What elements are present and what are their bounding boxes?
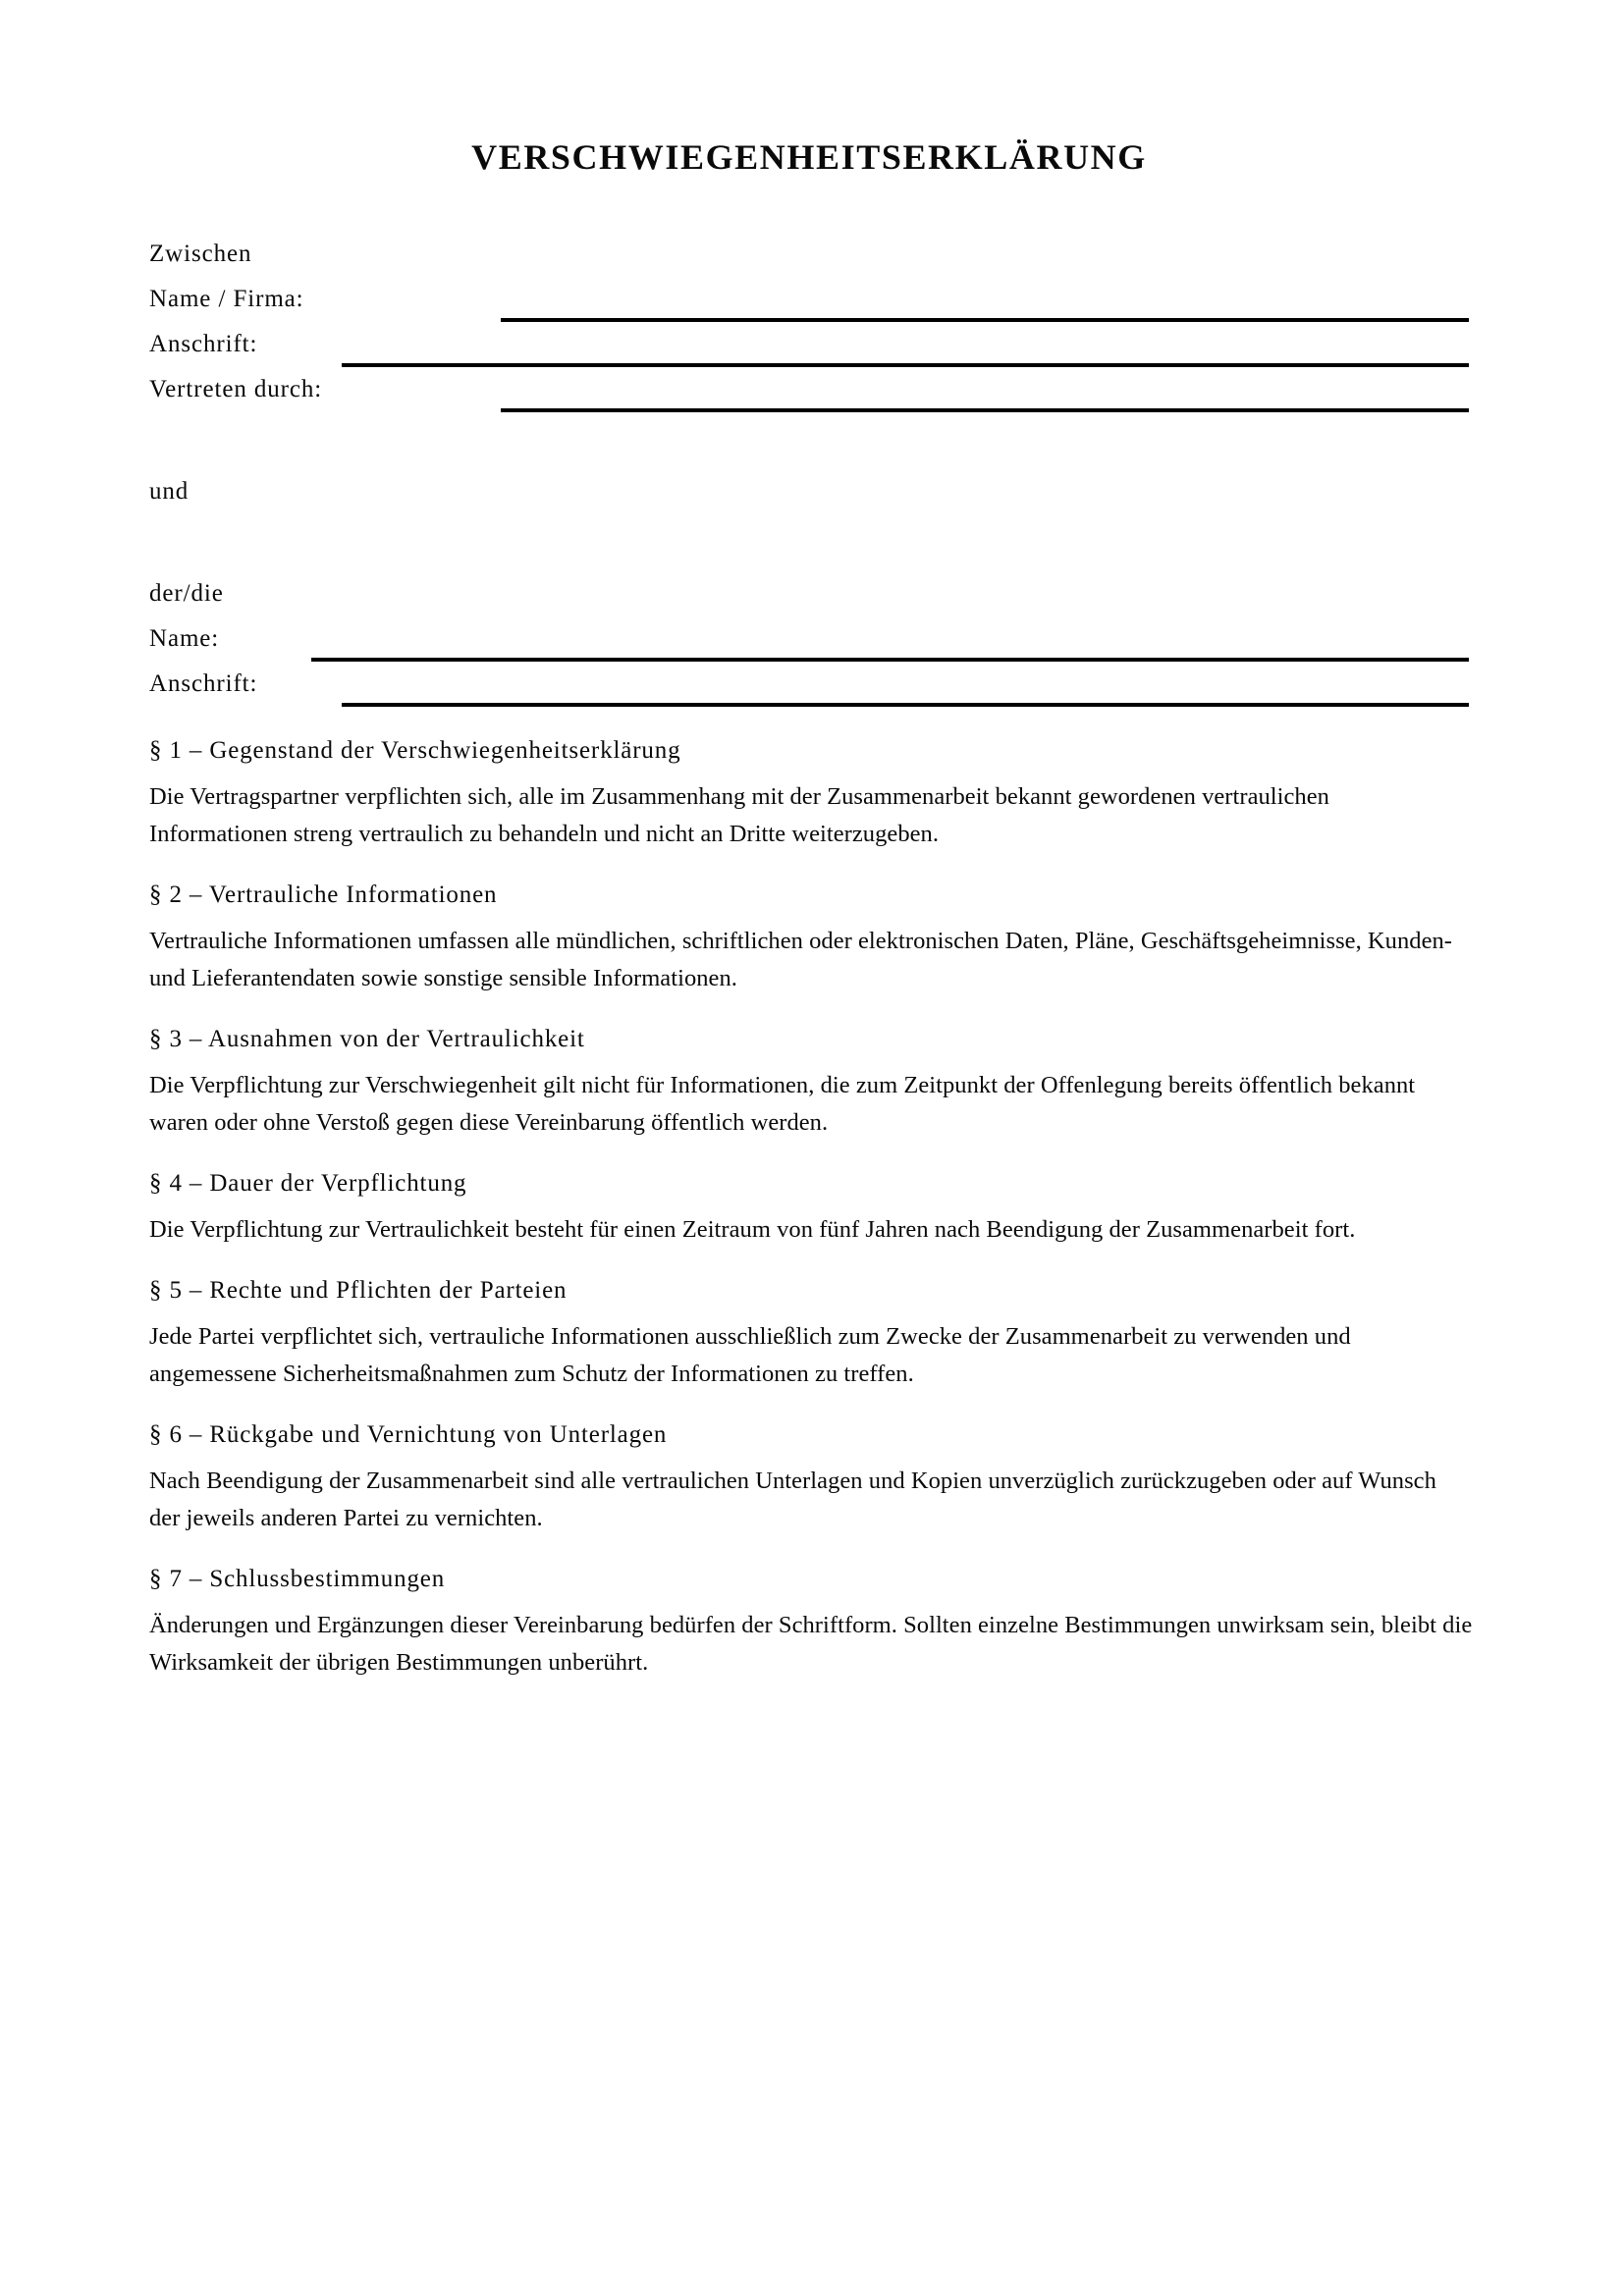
clause-body: Die Verpflichtung zur Vertraulichkeit besteht für einen Zeitraum von fünf Jahren nach Beendigung der Zusammenarbeit fort. (149, 1216, 1356, 1243)
input-line-vertreten-durch[interactable] (501, 408, 1469, 412)
clause-body: Vertrauliche Informationen umfassen alle mündlichen, schriftlichen oder elektronischen Daten, Pläne, Geschäftsgeheimnisse, Kunden- und Lieferantendaten sowie sonstige sensible Informationen. (149, 928, 1453, 991)
clause-section (149, 1023, 1473, 1142)
page-title: VERSCHWIEGENHEITSERKLÄRUNG (471, 137, 1147, 178)
clause-heading: § 1 – Gegenstand der Verschwiegenheitserklärung (149, 737, 681, 764)
label-name-firma: Name / Firma: (149, 286, 304, 312)
field-row-anschrift-two (149, 667, 1469, 713)
parties-form (149, 238, 1469, 713)
clause-heading: § 5 – Rechte und Pflichten der Parteien (149, 1277, 568, 1304)
party-one-intro-label: Zwischen (149, 240, 252, 267)
input-line-anschrift-one[interactable] (342, 363, 1469, 367)
clause-body: Änderungen und Ergänzungen dieser Vereinbarung bedürfen der Schriftform. Sollten einzelne Bestimmungen unwirksam sein, bleibt die Wirksamkeit der übrigen Bestimmungen unberührt. (149, 1612, 1473, 1676)
clause-section (149, 879, 1473, 997)
clause-heading: § 6 – Rückgabe und Vernichtung von Unterlagen (149, 1421, 668, 1448)
conjunction-label: und (149, 478, 189, 505)
party-one-intro-row (149, 238, 1469, 283)
field-row-name-two (149, 622, 1469, 667)
input-line-anschrift-two[interactable] (342, 703, 1469, 707)
field-row-vertreten-durch (149, 373, 1469, 418)
label-name-two: Name: (149, 625, 220, 652)
clause-body: Nach Beendigung der Zusammenarbeit sind alle vertraulichen Unterlagen und Kopien unverzüglich zurückzugeben oder auf Wunsch der jeweils anderen Partei zu vernichten. (149, 1468, 1436, 1531)
clause-section (149, 1563, 1473, 1682)
field-row-name-firma (149, 283, 1469, 328)
form-spacer-upper (149, 418, 1469, 475)
clause-body: Die Verpflichtung zur Verschwiegenheit gilt nicht für Informationen, die zum Zeitpunkt der Offenlegung bereits öffentlich bekannt waren oder ohne Verstoß gegen diese Vereinbarung öffentlich werden. (149, 1072, 1416, 1136)
party-two-intro-row (149, 577, 1469, 622)
form-spacer-lower (149, 520, 1469, 577)
input-line-name-firma[interactable] (501, 318, 1469, 322)
clause-heading: § 3 – Ausnahmen von der Vertraulichkeit (149, 1026, 585, 1052)
label-vertreten-durch: Vertreten durch: (149, 376, 323, 402)
clause-body: Die Vertragspartner verpflichten sich, alle im Zusammenhang mit der Zusammenarbeit bekannt gewordenen vertraulichen Informationen streng vertraulich zu behandeln und nicht an Dritte weiterzugeben. (149, 783, 1329, 847)
label-anschrift-one: Anschrift: (149, 331, 258, 357)
clause-section (149, 734, 1473, 853)
clause-heading: § 2 – Vertrauliche Informationen (149, 881, 498, 908)
clause-body: Jede Partei verpflichtet sich, vertrauliche Informationen ausschließlich zum Zwecke der Zusammenarbeit zu verwenden und angemessene Sicherheitsmaßnahmen zum Schutz der Informationen zu treffen. (149, 1323, 1351, 1387)
conjunction-row (149, 475, 1469, 520)
clause-heading: § 4 – Dauer der Verpflichtung (149, 1170, 467, 1197)
clause-section (149, 1274, 1473, 1393)
clause-section (149, 1167, 1473, 1249)
field-row-anschrift-one (149, 328, 1469, 373)
party-two-intro-label: der/die (149, 580, 224, 607)
input-line-name-two[interactable] (311, 658, 1469, 662)
clause-sections (149, 734, 1473, 1682)
clause-section (149, 1418, 1473, 1537)
clause-heading: § 7 – Schlussbestimmungen (149, 1566, 446, 1592)
label-anschrift-two: Anschrift: (149, 670, 258, 697)
